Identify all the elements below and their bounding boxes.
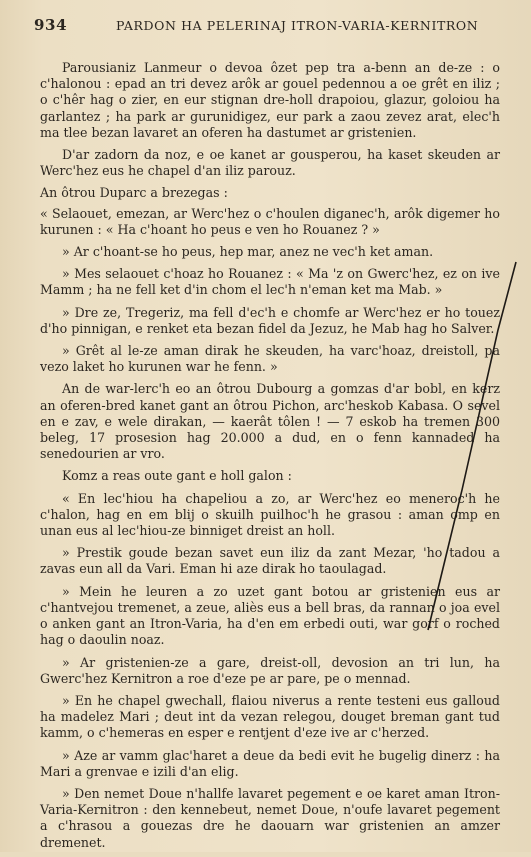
paragraph: » En he chapel gwechall, flaiou niverus a rente testeni eus galloud ha madelez Mari ; deut int da vezan relegou, douget breman gant tud kamm, o c'hemeras en esper e rentjent d'eze ive ar c'herzed. bbox=[40, 692, 500, 741]
paragraph: » Grêt al le-ze aman dirak he skeuden, ha varc'hoaz, dreistoll, pa vezo laket ho kurunen war he fenn. » bbox=[40, 343, 500, 375]
paragraph: Parousianiz Lanmeur o devoa ôzet pep tra a-benn an de-ze : o c'halonou : epad an tri devez arôk ar gouel pedennou a oe grêt en iliz ; o c'hêr hag o zier, en eur stignan dre-holl drapoiou, glazur, goloiou ha garlantez ; ha park ar gurunidigez, eur park a zaou zevez arat, elec'h ma tlee bezan lavaret an oferen ha dastumet ar gristenien. bbox=[40, 60, 500, 140]
paragraph: » Mes selaouet c'hoaz ho Rouanez : « Ma 'z on Gwerc'hez, ez on ive Mamm ; ha ne fell ket d'in chom el lec'h n'eman ket ma Mab. » bbox=[40, 266, 500, 298]
paragraph: Komz a reas oute gant e holl galon : bbox=[62, 468, 292, 484]
paragraph: » Ar c'hoant-se ho peus, hep mar, anez ne vec'h ket aman. bbox=[62, 244, 434, 260]
paragraph: » Prestik goude bezan savet eun iliz da zant Mezar, 'ho tadou a zavas eun all da Vari. Eman hi aze dirak ho taoulagad. bbox=[40, 545, 500, 577]
paragraph: D'ar zadorn da noz, e oe kanet ar gousperou, ha kaset skeuden ar Werc'hez eus he chapel d'an iliz parouz. bbox=[40, 147, 500, 179]
paragraph: » Dre ze, Tregeriz, ma fell d'ec'h e chomfe ar Werc'hez er ho touez d'ho pinnigan, e renket eta bezan fidel da Jezuz, he Mab hag ho Salver. bbox=[40, 304, 500, 336]
paragraph: » Mein he leuren a zo uzet gant botou ar gristenien eus ar c'hantvejou tremenet, a zeue, aliès eus a bell bras, da rannan o joa evel o anken gant an Itron-Varia, ha d'en em erbedi outi, war gorf o roched hag o daoulin noaz. bbox=[40, 583, 500, 648]
paragraph-heading: An ôtrou Duparc a brezegas : bbox=[40, 185, 228, 201]
page-number: 934 bbox=[34, 16, 68, 34]
paragraph: » Den nemet Doue n'hallfe lavaret pegement e oe karet aman Itron-Varia-Kernitron : den kennebeut, nemet Doue, n'oufe lavaret pegement a c'hrasou a gouezas dre he daouarn war gristenien an amzer dremenet. bbox=[40, 785, 500, 850]
paragraph: » Ar gristenien-ze a gare, dreist-oll, devosion an tri lun, ha Gwerc'hez Kernitron a roe d'eze pe ar pare, pe o mennad. bbox=[40, 654, 500, 686]
running-title: PARDON HA PELERINAJ ITRON-VARIA-KERNITRON bbox=[116, 18, 479, 33]
paragraph: An de war-lerc'h eo an ôtrou Dubourg a gomzas d'ar bobl, en kerz an oferen-bred kanet gant an ôtrou Pichon, arc'heskob Kabasa. O sevel en e zav, e wele dirakan, — kaerât tôlen ! — 7 eskob ha tremen 300 beleg, 17 prosesion hag 20.000 a dud, en o fenn kannaded ha senedourien ar vro. bbox=[40, 381, 500, 462]
paragraph: » Aze ar vamm glac'haret a deue da bedi evit he bugelig dinerz : ha Mari a grenvae e izili d'an elig. bbox=[40, 747, 500, 779]
paragraph: « Selaouet, emezan, ar Werc'hez o c'houlen diganec'h, arôk digemer ho kurunen : « Ha c'hoant ho peus e ven ho Rouanez ? » bbox=[40, 205, 500, 237]
margin-line bbox=[428, 262, 516, 630]
paragraph: « En lec'hiou ha chapeliou a zo, ar Werc'hez eo meneroc'h he c'halon, hag en em blij o skuilh puilhoc'h he grasou : aman omp en unan eus al lec'hiou-ze binniget dreist an holl. bbox=[40, 490, 500, 539]
